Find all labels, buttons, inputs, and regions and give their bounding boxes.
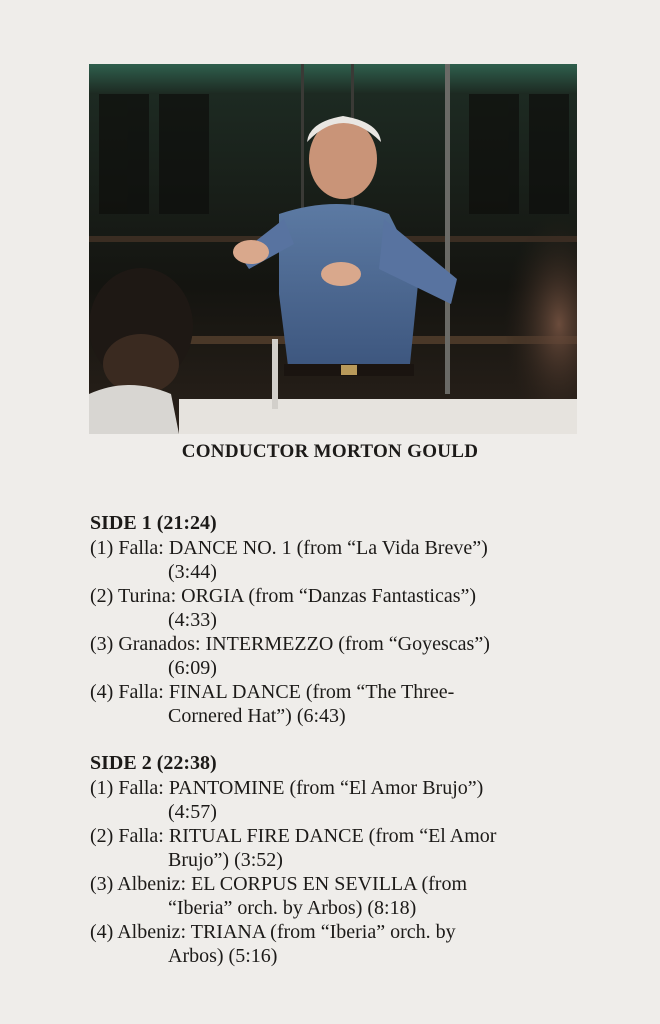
track-title: (4) Falla: FINAL DANCE (from “The Three- bbox=[90, 681, 455, 703]
track-list-item bbox=[90, 920, 590, 968]
track-duration: “Iberia” orch. by Arbos) (8:18) bbox=[168, 897, 417, 919]
track-list-item bbox=[90, 584, 590, 632]
photo-caption: CONDUCTOR MORTON GOULD bbox=[181, 441, 479, 462]
side-1-section bbox=[90, 511, 590, 728]
side-1-title: SIDE 1 (21:24) bbox=[90, 512, 217, 534]
side-2-title: SIDE 2 (22:38) bbox=[90, 752, 217, 774]
track-title: (1) Falla: PANTOMINE (from “El Amor Brujo”) bbox=[90, 777, 484, 799]
conductor-photo bbox=[89, 64, 577, 434]
track-title: (2) Turina: ORGIA (from “Danzas Fantasticas”) bbox=[90, 585, 477, 607]
track-list-item bbox=[90, 632, 590, 680]
track-duration: (4:57) bbox=[168, 801, 217, 823]
track-list-item bbox=[90, 776, 590, 824]
track-duration: Arbos) (5:16) bbox=[168, 945, 278, 967]
track-duration: (6:09) bbox=[168, 657, 217, 679]
track-duration: (4:33) bbox=[168, 609, 217, 631]
track-title: (2) Falla: RITUAL FIRE DANCE (from “El Amor bbox=[90, 825, 497, 847]
track-title: (4) Albeniz: TRIANA (from “Iberia” orch. by bbox=[90, 921, 456, 943]
track-duration: Cornered Hat”) (6:43) bbox=[168, 705, 346, 727]
track-list-item bbox=[90, 872, 590, 920]
track-list-item bbox=[90, 536, 590, 584]
track-title: (3) Granados: INTERMEZZO (from “Goyescas”) bbox=[90, 633, 490, 655]
track-title: (1) Falla: DANCE NO. 1 (from “La Vida Breve”) bbox=[90, 537, 488, 559]
side-2-section bbox=[90, 751, 590, 968]
track-duration: Brujo”) (3:52) bbox=[168, 849, 283, 871]
track-title: (3) Albeniz: EL CORPUS EN SEVILLA (from bbox=[90, 873, 468, 895]
track-duration: (3:44) bbox=[168, 561, 217, 583]
track-list-item bbox=[90, 680, 590, 728]
track-list-item bbox=[90, 824, 590, 872]
